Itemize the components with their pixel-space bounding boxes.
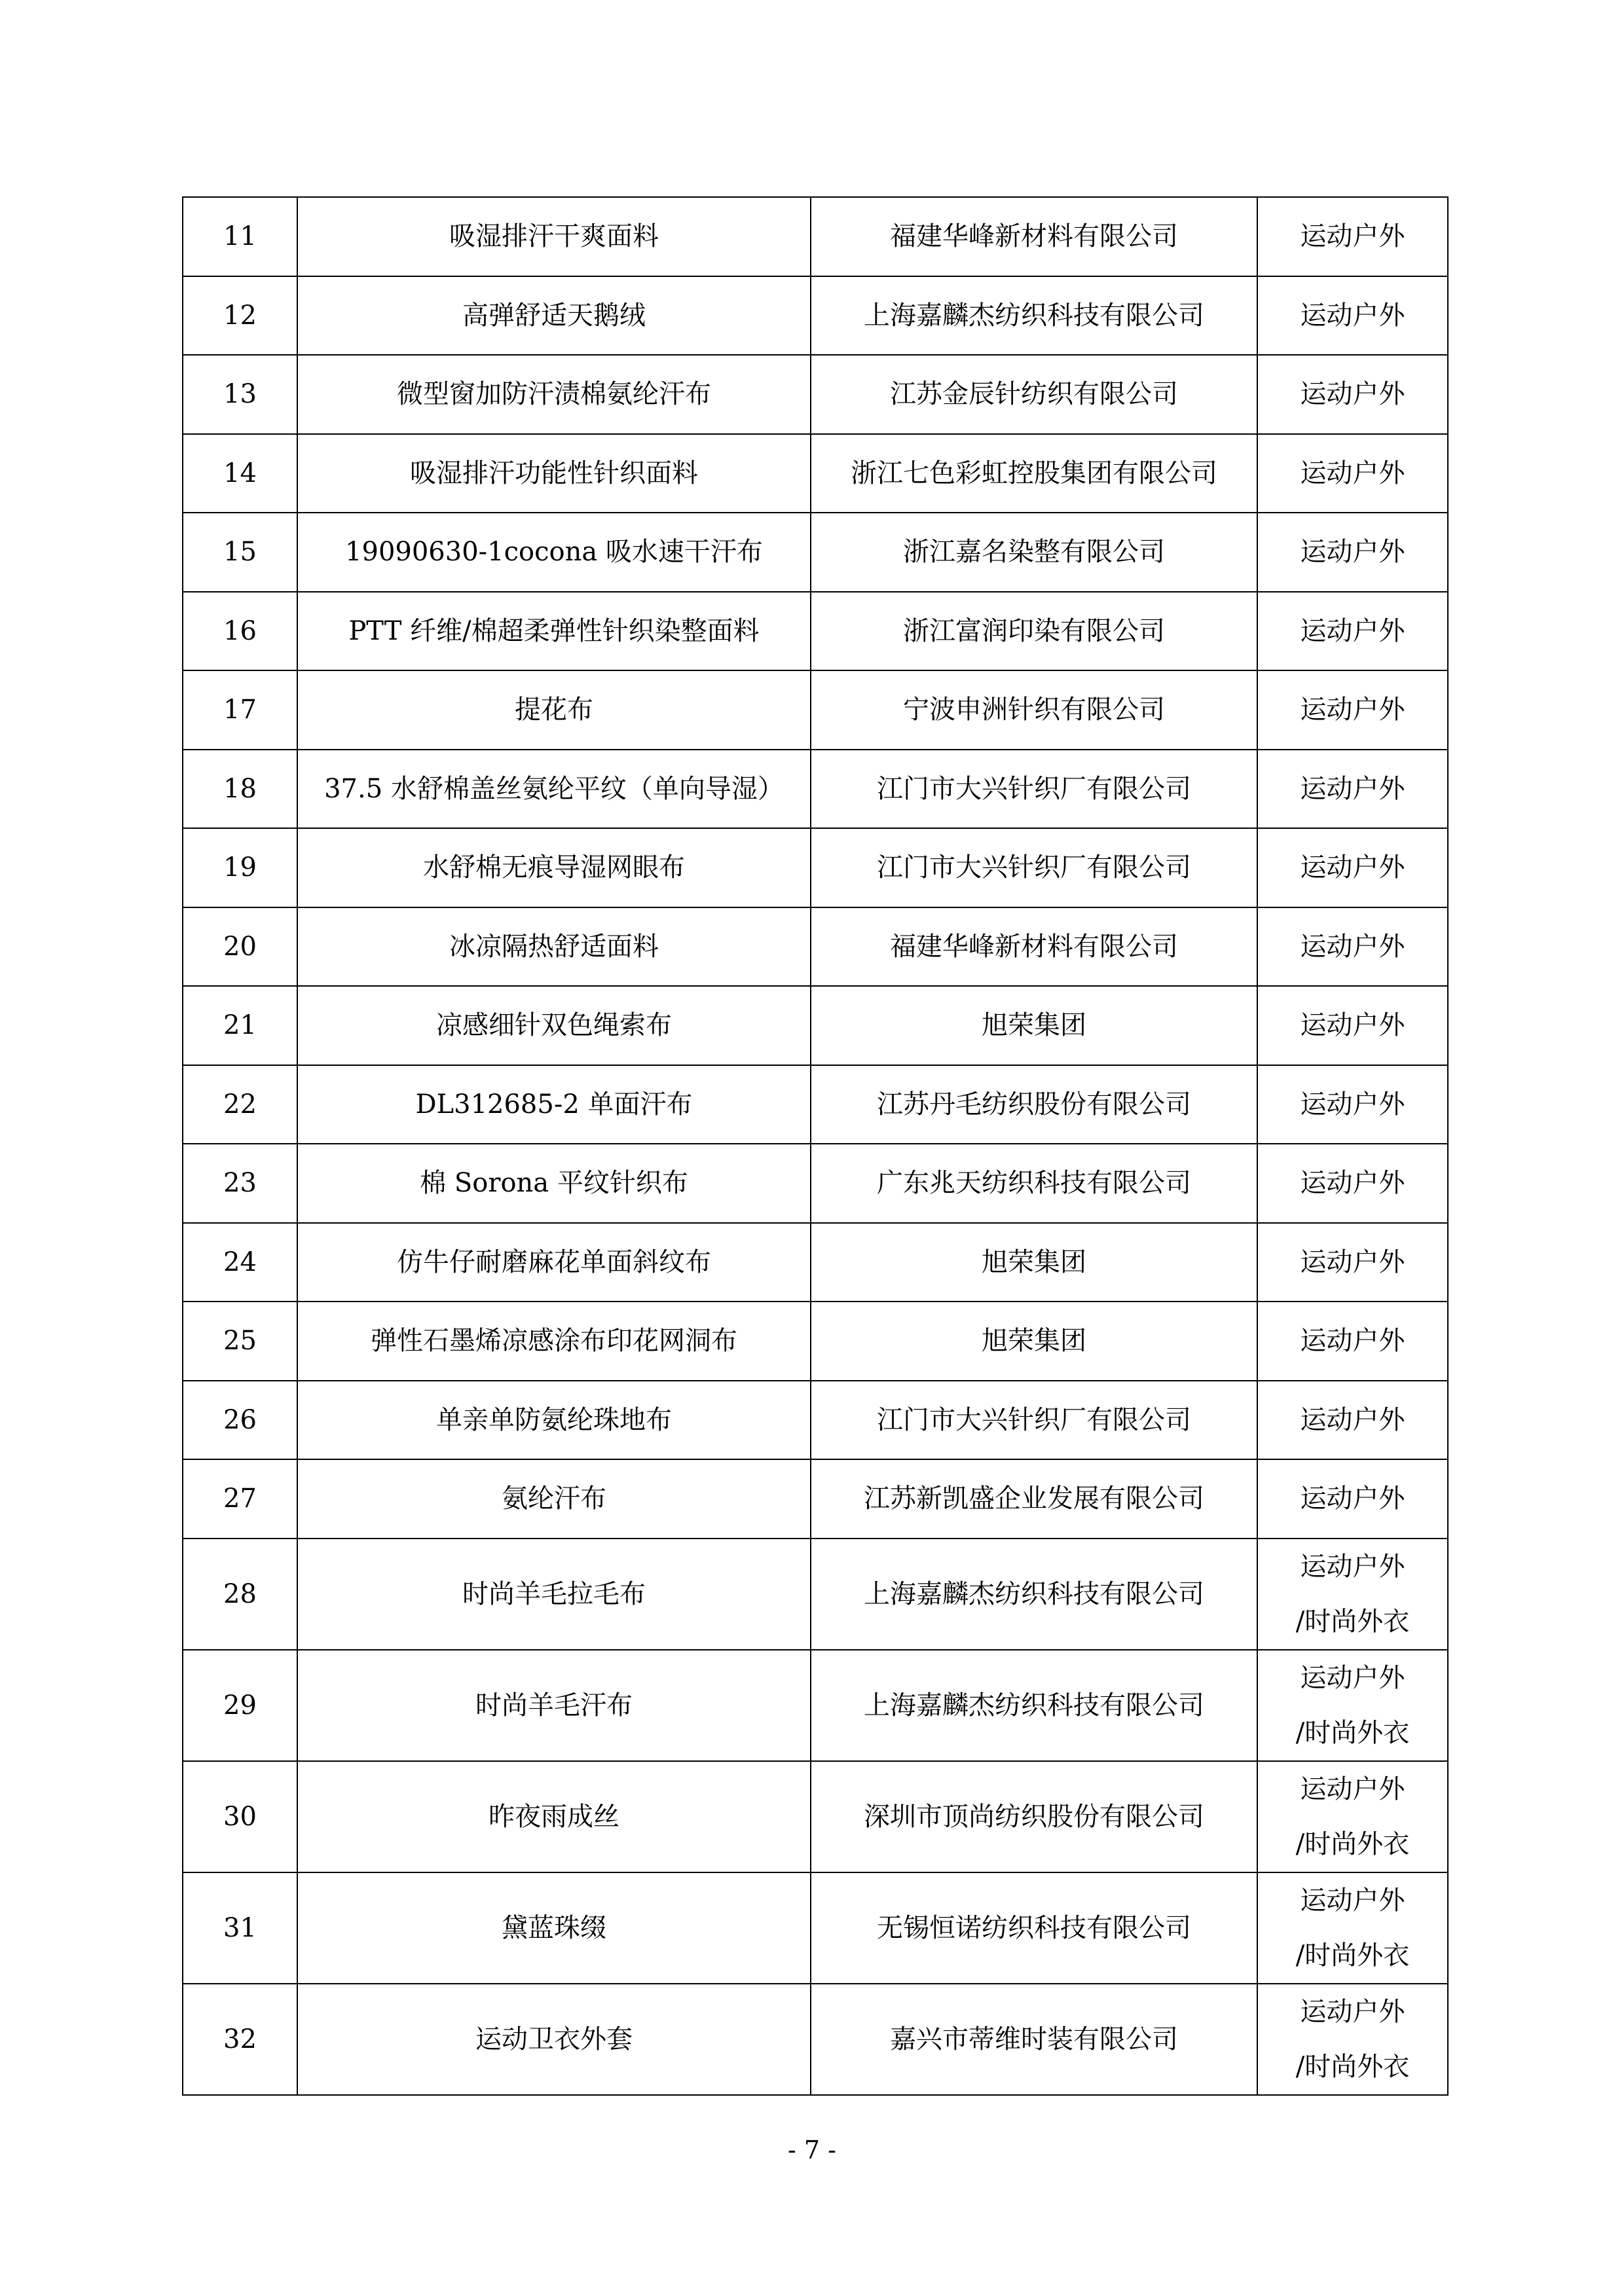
product-name-cell: 高弹舒适天鹅绒 bbox=[297, 276, 811, 355]
table-row bbox=[183, 670, 1448, 750]
company-name-cell: 广东兆天纺织科技有限公司 bbox=[811, 1144, 1257, 1223]
product-name-cell: PTT 纤维/棉超柔弹性针织染整面料 bbox=[297, 592, 811, 671]
table-row bbox=[183, 592, 1448, 671]
category-line: 运动户外 bbox=[1300, 1168, 1405, 1199]
company-name-cell: 浙江富润印染有限公司 bbox=[811, 592, 1257, 671]
table-row bbox=[183, 1761, 1448, 1872]
company-name-cell: 嘉兴市蒂维时装有限公司 bbox=[811, 1984, 1257, 2095]
table-row bbox=[183, 513, 1448, 592]
row-number-cell: 25 bbox=[183, 1302, 297, 1381]
category-line: 运动户外 bbox=[1300, 221, 1405, 252]
table-row bbox=[183, 197, 1448, 276]
category-cell bbox=[1257, 1302, 1448, 1381]
category-line: 运动户外 bbox=[1300, 852, 1405, 883]
table-row bbox=[183, 276, 1448, 355]
row-number-cell: 24 bbox=[183, 1223, 297, 1302]
category-cell bbox=[1257, 513, 1448, 592]
category-cell bbox=[1257, 592, 1448, 671]
product-name-cell: 凉感细针双色绳索布 bbox=[297, 986, 811, 1065]
company-name-cell: 上海嘉麟杰纺织科技有限公司 bbox=[811, 276, 1257, 355]
company-name-cell: 上海嘉麟杰纺织科技有限公司 bbox=[811, 1539, 1257, 1650]
table-row bbox=[183, 355, 1448, 434]
company-name-cell: 江门市大兴针织厂有限公司 bbox=[811, 828, 1257, 907]
product-name-cell: 氨纶汗布 bbox=[297, 1459, 811, 1539]
row-number-cell: 31 bbox=[183, 1872, 297, 1984]
category-line: 运动户外 bbox=[1300, 615, 1405, 646]
company-name-cell: 深圳市顶尚纺织股份有限公司 bbox=[811, 1761, 1257, 1872]
category-cell bbox=[1257, 1144, 1448, 1223]
company-name-cell: 宁波申洲针织有限公司 bbox=[811, 670, 1257, 750]
row-number-cell: 26 bbox=[183, 1381, 297, 1460]
category-line: 运动户外 bbox=[1300, 1885, 1405, 1916]
category-line: 运动户外 bbox=[1300, 1996, 1405, 2027]
company-name-cell: 福建华峰新材料有限公司 bbox=[811, 197, 1257, 276]
table-row bbox=[183, 1984, 1448, 2095]
row-number-cell: 30 bbox=[183, 1761, 297, 1872]
category-line: /时尚外衣 bbox=[1295, 1829, 1410, 1859]
category-cell bbox=[1257, 276, 1448, 355]
row-number-cell: 19 bbox=[183, 828, 297, 907]
category-line: 运动户外 bbox=[1300, 1404, 1405, 1435]
company-name-cell: 旭荣集团 bbox=[811, 1223, 1257, 1302]
product-name-cell: 19090630-1cocona 吸水速干汗布 bbox=[297, 513, 811, 592]
category-line: 运动户外 bbox=[1300, 931, 1405, 962]
company-name-cell: 上海嘉麟杰纺织科技有限公司 bbox=[811, 1650, 1257, 1761]
category-cell bbox=[1257, 197, 1448, 276]
row-number-cell: 23 bbox=[183, 1144, 297, 1223]
product-name-cell: 37.5 水舒棉盖丝氨纶平纹（单向导湿） bbox=[297, 750, 811, 829]
row-number-cell: 28 bbox=[183, 1539, 297, 1650]
product-name-cell: 黛蓝珠缀 bbox=[297, 1872, 811, 1984]
table-row bbox=[183, 1065, 1448, 1144]
category-cell bbox=[1257, 1984, 1448, 2095]
company-name-cell: 浙江嘉名染整有限公司 bbox=[811, 513, 1257, 592]
product-table-container bbox=[182, 196, 1447, 2096]
company-name-cell: 浙江七色彩虹控股集团有限公司 bbox=[811, 434, 1257, 513]
category-line: 运动户外 bbox=[1300, 1010, 1405, 1041]
row-number-cell: 14 bbox=[183, 434, 297, 513]
category-cell bbox=[1257, 1381, 1448, 1460]
category-line: 运动户外 bbox=[1300, 300, 1405, 331]
category-line: 运动户外 bbox=[1300, 458, 1405, 488]
row-number-cell: 32 bbox=[183, 1984, 297, 2095]
company-name-cell: 江门市大兴针织厂有限公司 bbox=[811, 1381, 1257, 1460]
product-name-cell: DL312685-2 单面汗布 bbox=[297, 1065, 811, 1144]
category-cell bbox=[1257, 828, 1448, 907]
product-name-cell: 棉 Sorona 平纹针织布 bbox=[297, 1144, 811, 1223]
category-line: /时尚外衣 bbox=[1295, 1717, 1410, 1748]
row-number-cell: 16 bbox=[183, 592, 297, 671]
category-line: 运动户外 bbox=[1300, 1774, 1405, 1804]
table-row bbox=[183, 1459, 1448, 1539]
row-number-cell: 21 bbox=[183, 986, 297, 1065]
product-name-cell: 吸湿排汗功能性针织面料 bbox=[297, 434, 811, 513]
category-line: 运动户外 bbox=[1300, 695, 1405, 725]
category-line: 运动户外 bbox=[1300, 1326, 1405, 1357]
table-row bbox=[183, 1144, 1448, 1223]
category-cell bbox=[1257, 986, 1448, 1065]
category-cell bbox=[1257, 1872, 1448, 1984]
product-name-cell: 吸湿排汗干爽面料 bbox=[297, 197, 811, 276]
category-cell bbox=[1257, 750, 1448, 829]
product-name-cell: 冰凉隔热舒适面料 bbox=[297, 907, 811, 987]
product-name-cell: 水舒棉无痕导湿网眼布 bbox=[297, 828, 811, 907]
row-number-cell: 11 bbox=[183, 197, 297, 276]
table-row bbox=[183, 828, 1448, 907]
page-number: - 7 - bbox=[787, 2136, 836, 2164]
row-number-cell: 22 bbox=[183, 1065, 297, 1144]
category-cell bbox=[1257, 670, 1448, 750]
table-row bbox=[183, 1302, 1448, 1381]
company-name-cell: 江苏丹毛纺织股份有限公司 bbox=[811, 1065, 1257, 1144]
table-row bbox=[183, 986, 1448, 1065]
table-body bbox=[183, 197, 1448, 2095]
category-cell bbox=[1257, 1065, 1448, 1144]
product-name-cell: 提花布 bbox=[297, 670, 811, 750]
product-name-cell: 昨夜雨成丝 bbox=[297, 1761, 811, 1872]
category-cell bbox=[1257, 1761, 1448, 1872]
product-name-cell: 微型窗加防汗渍棉氨纶汗布 bbox=[297, 355, 811, 434]
category-cell bbox=[1257, 355, 1448, 434]
product-name-cell: 单亲单防氨纶珠地布 bbox=[297, 1381, 811, 1460]
row-number-cell: 12 bbox=[183, 276, 297, 355]
product-name-cell: 仿牛仔耐磨麻花单面斜纹布 bbox=[297, 1223, 811, 1302]
category-line: 运动户外 bbox=[1300, 1247, 1405, 1277]
category-cell bbox=[1257, 907, 1448, 987]
category-cell bbox=[1257, 1223, 1448, 1302]
row-number-cell: 27 bbox=[183, 1459, 297, 1539]
company-name-cell: 江苏新凯盛企业发展有限公司 bbox=[811, 1459, 1257, 1539]
category-cell bbox=[1257, 1459, 1448, 1539]
category-line: /时尚外衣 bbox=[1295, 1940, 1410, 1971]
category-cell bbox=[1257, 434, 1448, 513]
category-cell bbox=[1257, 1650, 1448, 1761]
table-row bbox=[183, 1539, 1448, 1650]
company-name-cell: 旭荣集团 bbox=[811, 986, 1257, 1065]
row-number-cell: 17 bbox=[183, 670, 297, 750]
product-name-cell: 时尚羊毛拉毛布 bbox=[297, 1539, 811, 1650]
table-row bbox=[183, 1223, 1448, 1302]
category-line: /时尚外衣 bbox=[1295, 1606, 1410, 1637]
table-row bbox=[183, 1650, 1448, 1761]
category-cell bbox=[1257, 1539, 1448, 1650]
category-line: 运动户外 bbox=[1300, 537, 1405, 568]
company-name-cell: 福建华峰新材料有限公司 bbox=[811, 907, 1257, 987]
row-number-cell: 15 bbox=[183, 513, 297, 592]
product-name-cell: 运动卫衣外套 bbox=[297, 1984, 811, 2095]
company-name-cell: 江门市大兴针织厂有限公司 bbox=[811, 750, 1257, 829]
company-name-cell: 江苏金辰针纺织有限公司 bbox=[811, 355, 1257, 434]
product-name-cell: 时尚羊毛汗布 bbox=[297, 1650, 811, 1761]
category-line: 运动户外 bbox=[1300, 379, 1405, 410]
category-line: 运动户外 bbox=[1300, 1551, 1405, 1582]
product-name-cell: 弹性石墨烯凉感涂布印花网洞布 bbox=[297, 1302, 811, 1381]
category-line: 运动户外 bbox=[1300, 1484, 1405, 1514]
table-row bbox=[183, 1872, 1448, 1984]
row-number-cell: 18 bbox=[183, 750, 297, 829]
table-row bbox=[183, 907, 1448, 987]
row-number-cell: 29 bbox=[183, 1650, 297, 1761]
company-name-cell: 旭荣集团 bbox=[811, 1302, 1257, 1381]
product-table bbox=[182, 196, 1449, 2096]
table-row bbox=[183, 434, 1448, 513]
category-line: 运动户外 bbox=[1300, 1089, 1405, 1120]
category-line: /时尚外衣 bbox=[1295, 2051, 1410, 2082]
table-row bbox=[183, 750, 1448, 829]
category-line: 运动户外 bbox=[1300, 773, 1405, 804]
row-number-cell: 20 bbox=[183, 907, 297, 987]
row-number-cell: 13 bbox=[183, 355, 297, 434]
table-row bbox=[183, 1381, 1448, 1460]
category-line: 运动户外 bbox=[1300, 1662, 1405, 1693]
company-name-cell: 无锡恒诺纺织科技有限公司 bbox=[811, 1872, 1257, 1984]
